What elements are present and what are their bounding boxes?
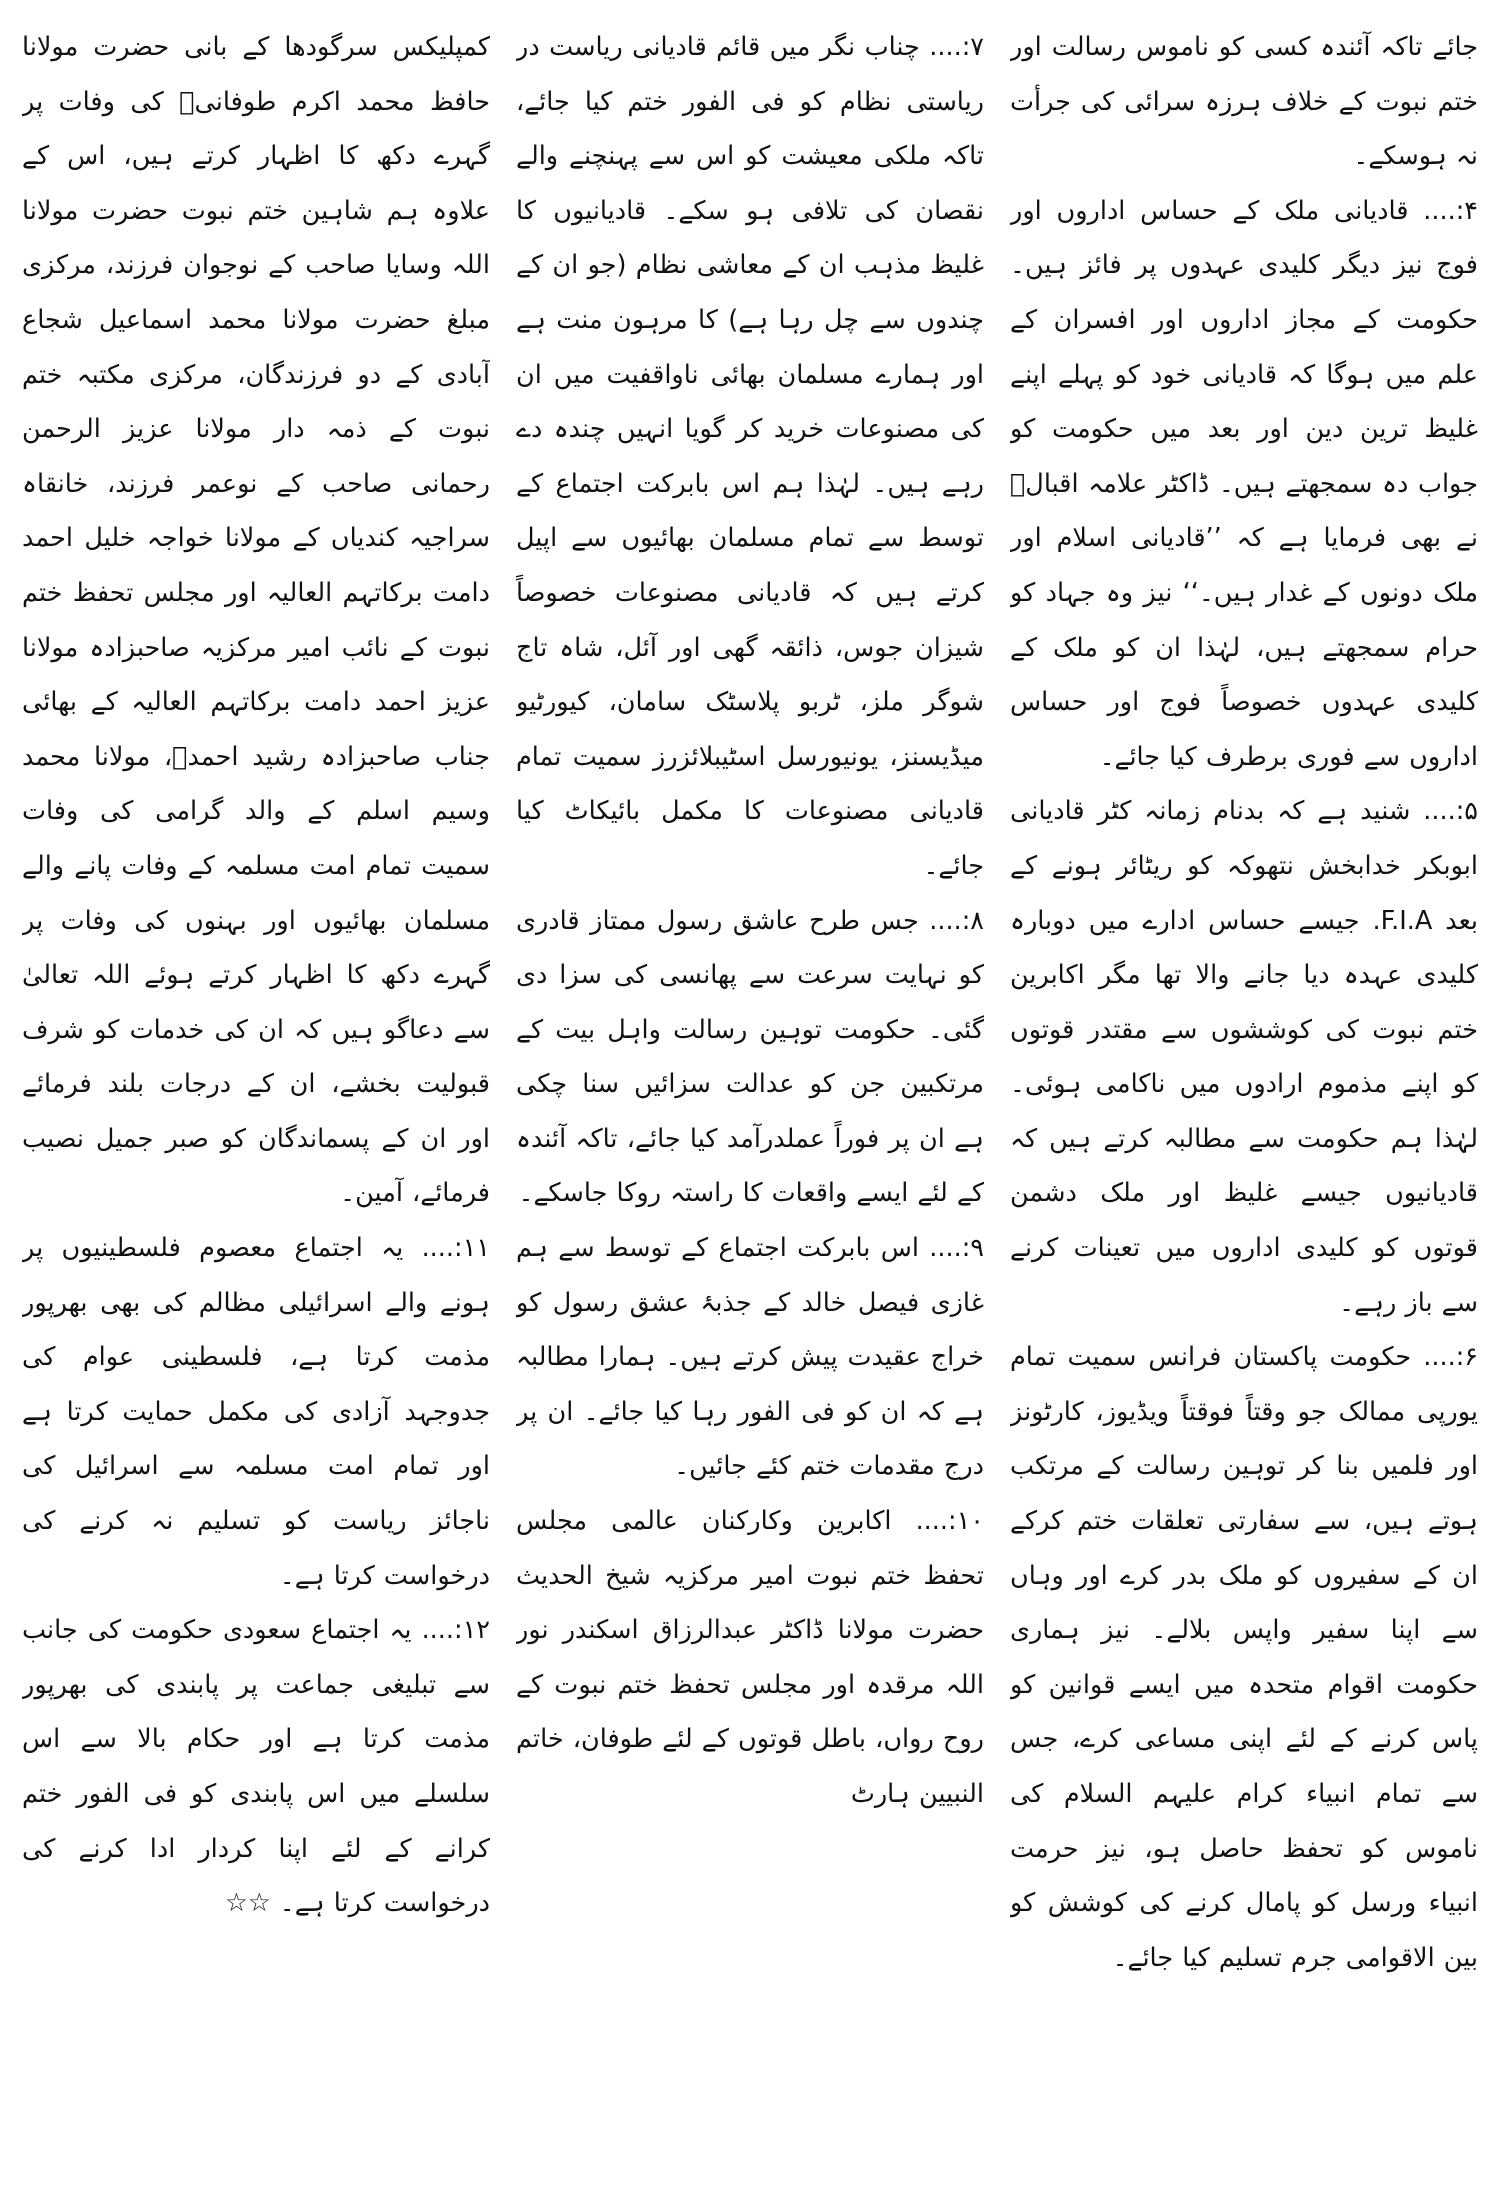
paragraph-point-8: ۸:.... جس طرح عاشق رسول ممتاز قادری کو نہایت سرعت سے پھانسی کی سزا دی گئی۔ حکومت توہین رسالت واہل بیت کے مرتکبین جن کو عدالت سزائیں سنا چکی ہے ان پر فوراً عملدرآمد کیا جائے، تاکہ آئندہ کے لئے ایسے واقعات کا راستہ روکا جاسکے۔ — [516, 905, 984, 1209]
paragraph-point-7: ۷:.... چناب نگر میں قائم قادیانی ریاست در ریاستی نظام کو فی الفور ختم کیا جائے، تاکہ ملکی معیشت کو اس سے پہنچنے والے نقصان کی تلافی ہو سکے۔ قادیانیوں کا غلیظ مذہب ان کے معاشی نظام (جو ان کے چندوں سے چل رہا ہے) کا مرہون منت ہے اور ہمارے مسلمان بھائی ناواقفیت میں ان کی مصنوعات خرید کر گویا انہیں چندہ دے رہے ہیں۔ لہٰذا ہم اس بابرکت اجتماع کے توسط سے تمام مسلمان بھائیوں سے اپیل کرتے ہیں کہ قادیانی مصنوعات خصوصاً شیزان جوس، ذائقہ گھی اور آئل، شاہ تاج شوگر ملز، ٹربو پلاسٹک سامان، کیورٹیو میڈیسنز، یونیورسل اسٹیبلائزرز سمیت تمام قادیانی مصنوعات کا مکمل بائیکاٹ کیا جائے۔ — [516, 32, 984, 881]
paragraph-point-9: ۹:.... اس بابرکت اجتماع کے توسط سے ہم غازی فیصل خالد کے جذبۂ عشق رسول کو خراج عقیدت پیش کرتے ہیں۔ ہمارا مطالبہ ہے کہ ان کو فی الفور رہا کیا جائے۔ ان پر درج مقدمات ختم کئے جائیں۔ — [516, 1233, 984, 1482]
paragraph-continuation: جائے تاکہ آئندہ کسی کو ناموس رسالت اور ختم نبوت کے خلاف ہرزہ سرائی کی جرأت نہ ہوسکے۔ — [1010, 32, 1478, 172]
left-column — [22, 20, 490, 2180]
paragraph-condolence: کمپلیکس سرگودھا کے بانی حضرت مولانا حافظ محمد اکرم طوفانیؒ کی وفات پر گہرے دکھ کا اظہار کرتے ہیں، اس کے علاوہ ہم شاہین ختم نبوت حضرت مولانا اللہ وسایا صاحب کے نوجوان فرزند، مرکزی مبلغ حضرت مولانا محمد اسماعیل شجاع آبادی کے دو فرزندگان، مرکزی مکتبہ ختم نبوت کے ذمہ دار مولانا عزیز الرحمن رحمانی صاحب کے نوعمر فرزند، خانقاہ سراجیہ کندیاں کے مولانا خواجہ خلیل احمد دامت برکاتہم العالیہ اور مجلس تحفظ ختم نبوت کے نائب امیر مرکزیہ صاحبزادہ مولانا عزیز احمد دامت برکاتہم العالیہ کے بھائی جناب صاحبزادہ رشید احمدؒ، مولانا محمد وسیم اسلم کے والد گرامی کی وفات سمیت تمام امت مسلمہ کے وفات پانے والے مسلمان بھائیوں اور بہنوں کی وفات پر گہرے دکھ کا اظہار کرتے ہوئے اللہ تعالیٰ سے دعاگو ہیں کہ ان کی خدمات کو شرف قبولیت بخشے، ان کے درجات بلند فرمائے اور ان کے پسماندگان کو صبر جمیل نصیب فرمائے، آمین۔ — [22, 32, 490, 1209]
right-column — [1010, 20, 1478, 2180]
document-page — [22, 20, 1478, 2180]
paragraph-point-6: ۶:.... حکومت پاکستان فرانس سمیت تمام یورپی ممالک جو وقتاً فوقتاً ویڈیوز، کارٹونز اور فلمیں بنا کر توہین رسالت کے مرتکب ہوتے ہیں، سے سفارتی تعلقات ختم کرکے ان کے سفیروں کو ملک بدر کرے اور وہاں سے اپنا سفیر واپس بلالے۔ نیز ہماری حکومت اقوام متحدہ میں ایسے قوانین کو پاس کرنے کے لئے اپنی مساعی کرے، جس سے تمام انبیاء کرام علیہم السلام کی ناموس کو تحفظ حاصل ہو، نیز حرمت انبیاء ورسل کو پامال کرنے کی کوشش کو بین الاقوامی جرم تسلیم کیا جائے۔ — [1010, 1342, 1478, 1973]
paragraph-point-10: ۱۰:.... اکابرین وکارکنان عالمی مجلس تحفظ ختم نبوت امیر مرکزیہ شیخ الحدیث حضرت مولانا ڈاکٹر عبدالرزاق اسکندر نور اللہ مرقدہ اور مجلس تحفظ ختم نبوت کے روح رواں، باطل قوتوں کے لئے طوفان، خاتم النبیین ہارٹ — [516, 1506, 984, 1809]
paragraph-point-12: ۱۲:.... یہ اجتماع سعودی حکومت کی جانب سے تبلیغی جماعت پر پابندی کی بھرپور مذمت کرتا ہے اور حکام بالا سے اس سلسلے میں اس پابندی کو فی الفور ختم کرانے کے لئے اپنا کردار ادا کرنے کی درخواست کرتا ہے۔ ☆☆ — [22, 1615, 490, 1919]
middle-column — [516, 20, 984, 2180]
paragraph-point-5: ۵:.... شنید ہے کہ بدنام زمانہ کٹر قادیانی ابوبکر خدابخش نتھوکہ کو ریٹائر ہونے کے بعد F.I.A. جیسے حساس ادارے میں دوبارہ کلیدی عہدہ دیا جانے والا تھا مگر اکابرین ختم نبوت کی کوششوں سے مقتدر قوتوں کو اپنے مذموم ارادوں میں ناکامی ہوئی۔ لہٰذا ہم حکومت سے مطالبہ کرتے ہیں کہ قادیانیوں جیسے غلیظ اور ملک دشمن قوتوں کو کلیدی اداروں میں تعینات کرنے سے باز رہے۔ — [1010, 796, 1478, 1318]
paragraph-point-4: ۴:.... قادیانی ملک کے حساس اداروں اور فوج نیز دیگر کلیدی عہدوں پر فائز ہیں۔ حکومت کے مجاز اداروں اور افسران کے علم میں ہوگا کہ قادیانی خود کو پہلے اپنے غلیظ ترین دین اور بعد میں حکومت کو جواب دہ سمجھتے ہیں۔ ڈاکٹر علامہ اقبالؒ نے بھی فرمایا ہے کہ ’’قادیانی اسلام اور ملک دونوں کے غدار ہیں۔‘‘ نیز وہ جہاد کو حرام سمجھتے ہیں، لہٰذا ان کو ملک کے کلیدی عہدوں خصوصاً فوج اور حساس اداروں سے فوری برطرف کیا جائے۔ — [1010, 195, 1478, 772]
paragraph-point-11: ۱۱:.... یہ اجتماع معصوم فلسطینیوں پر ہونے والے اسرائیلی مظالم کی بھی بھرپور مذمت کرتا ہے، فلسطینی عوام کی جدوجہد آزادی کی مکمل حمایت کرتا ہے اور تمام امت مسلمہ سے اسرائیل کی ناجائز ریاست کو تسلیم نہ کرنے کی درخواست کرتا ہے۔ — [22, 1233, 490, 1591]
